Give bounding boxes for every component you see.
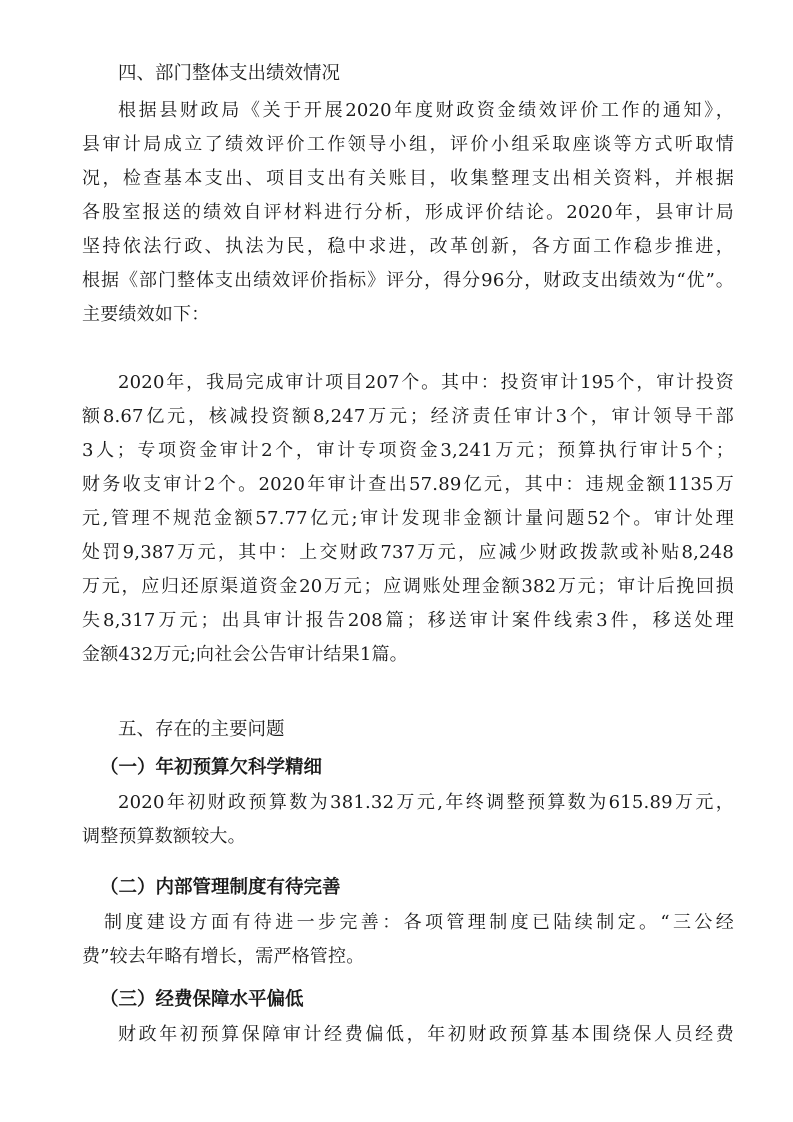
paragraph-line: 制度建设方面有待进一步完善：各项管理制度已陆续制定。“三公经 [104,912,734,933]
paragraph-line: 各股室报送的绩效自评材料进行分析，形成评价结论。2020年，县审计局 [82,202,734,223]
paragraph-line: 根据《部门整体支出绩效评价指标》评分，得分96分，财政支出绩效为“优”。 [82,270,734,291]
subsection-title: （三）经费保障水平偏低 [100,989,304,1010]
paragraph-line: 根据县财政局《关于开展2020年度财政资金绩效评价工作的通知》， [118,100,734,121]
paragraph-line: 2020年，我局完成审计项目207个。其中：投资审计195个，审计投资 [118,372,734,393]
subsection-2 [82,870,734,974]
paragraph-line: 元,管理不规范金额57.77亿元;审计发现非金额计量问题52个。审计处理 [82,508,734,529]
paragraph-line: 主要绩效如下： [82,304,210,325]
subsection-3 [82,982,734,1052]
paragraph-line: 财政年初预算保障审计经费偏低，年初财政预算基本围绕保人员经费 [118,1024,734,1045]
paragraph-line: 金额432万元;向社会公告审计结果1篇。 [82,644,408,665]
paragraph-line: 县审计局成立了绩效评价工作领导小组，评价小组采取座谈等方式听取情 [82,134,734,155]
paragraph-line: 处罚9,387万元，其中：上交财政737万元，应减少财政拨款或补贴8,248 [82,542,734,563]
paragraph-performance [82,366,734,672]
subsection-title: （二）内部管理制度有待完善 [100,877,341,898]
paragraph-line: 2020年初财政预算数为381.32万元,年终调整预算数为615.89万元， [118,792,734,813]
paragraph-line: 坚持依法行政、执法为民，稳中求进，改革创新，各方面工作稳步推进， [82,236,734,257]
subsection-1 [82,750,734,854]
paragraph-line: 失8,317万元；出具审计报告208篇；移送审计案件线索3件，移送处理 [82,610,734,631]
paragraph-line: 3人；专项资金审计2个，审计专项资金3,241万元；预算执行审计5个； [82,440,734,461]
section-4 [82,56,734,92]
section-heading: 五、存在的主要问题 [118,719,285,740]
paragraph-line: 额8.67亿元，核减投资额8,247万元；经济责任审计3个，审计领导干部 [82,406,734,427]
subsection-title: （一）年初预算欠科学精细 [100,757,323,778]
section-heading: 四、部门整体支出绩效情况 [118,63,341,84]
paragraph-line: 调整预算数额较大。 [82,826,246,847]
paragraph-line: 万元，应归还原渠道资金20万元；应调账处理金额382万元；审计后挽回损 [82,576,734,597]
paragraph-line: 财务收支审计2个。2020年审计查出57.89亿元，其中：违规金额1135万 [82,474,734,495]
paragraph-line: 费”较去年略有增长，需严格管控。 [82,946,365,967]
paragraph-line: 况，检查基本支出、项目支出有关账目，收集整理支出相关资料，并根据 [82,168,734,189]
section-5 [82,712,734,748]
paragraph-evaluation [82,94,734,332]
